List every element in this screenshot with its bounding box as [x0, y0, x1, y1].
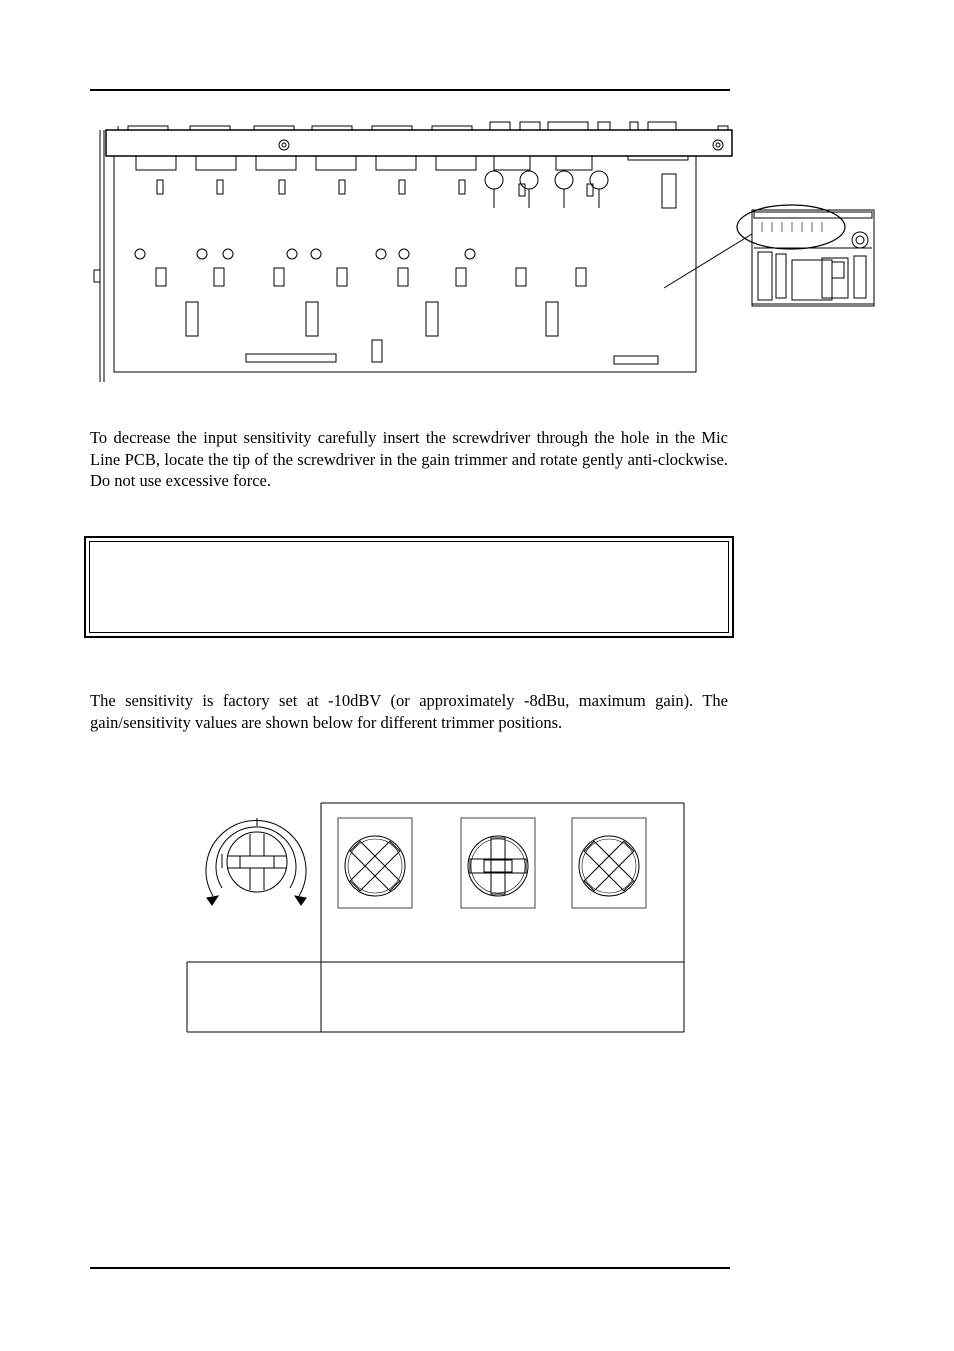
unit-overview-icon	[736, 200, 886, 310]
paragraph-factory-sensitivity: The sensitivity is factory set at -10dBV (or approximately -8dBu, maximum gain). The gain/sensitivity values are shown below for different trimmer positions.	[90, 691, 728, 732]
trimmer-position-centre-icon	[461, 818, 535, 908]
paragraph-decrease-sensitivity: To decrease the input sensitivity carefully insert the screwdriver through the hole in the Mic Line PCB, locate the tip of the screwdriver in the gain trimmer and rotate gently anti-clockwise. Do not use excessive force.	[90, 428, 728, 490]
trimmer-rotation-icon	[206, 818, 306, 905]
trimmer-position-anticlockwise-icon	[335, 818, 414, 908]
warning-box-inner	[89, 541, 729, 633]
bottom-rule	[90, 1267, 730, 1269]
trimmer-position-clockwise-icon	[569, 818, 648, 908]
trimmer-table	[0, 790, 954, 1050]
warning-box	[84, 536, 734, 638]
